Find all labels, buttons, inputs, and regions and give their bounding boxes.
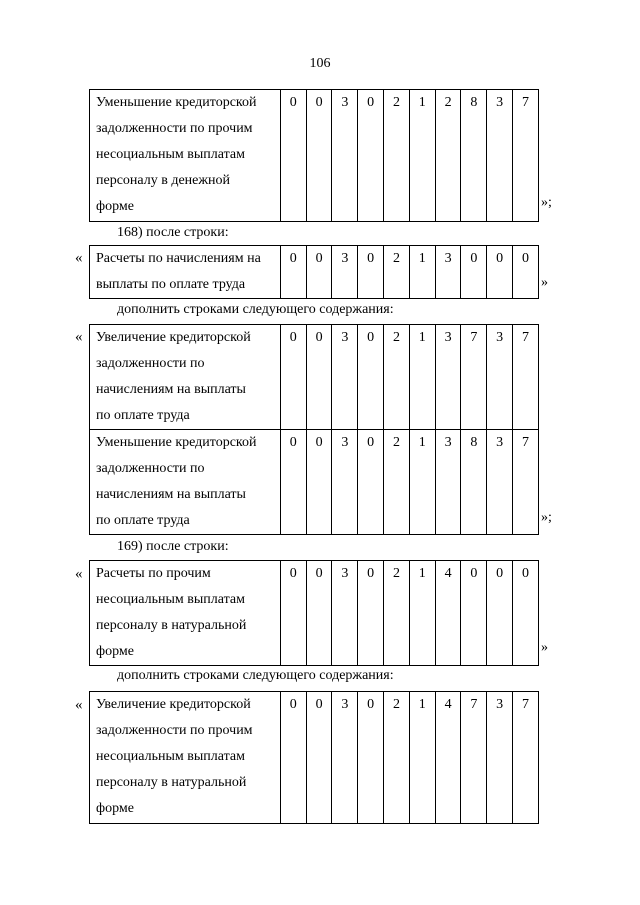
code-digit: 0: [306, 325, 332, 430]
row-name-line: персоналу в денежной: [96, 173, 231, 188]
code-digit: 0: [306, 561, 332, 666]
row-name: [90, 325, 281, 430]
code-digit: 1: [409, 246, 435, 299]
code-digit: 1: [409, 90, 435, 222]
row-name-line: форме: [96, 801, 134, 816]
code-digit: 0: [306, 246, 332, 299]
code-digit: 0: [280, 430, 306, 535]
row-name-line: задолженности по: [96, 356, 205, 371]
code-digit: 0: [358, 90, 384, 222]
code-digit: 0: [306, 692, 332, 824]
section-intro: дополнить строками следующего содержания:: [117, 668, 394, 683]
table-row: [90, 246, 539, 299]
code-table-5: [89, 691, 539, 824]
closing-quote: »: [541, 640, 548, 655]
opening-quote: «: [75, 566, 83, 582]
row-name-line: выплаты по оплате труда: [96, 277, 246, 292]
code-digit: 1: [409, 692, 435, 824]
table-row: [90, 90, 539, 222]
code-digit: 3: [487, 692, 513, 824]
code-digit: 0: [280, 325, 306, 430]
code-digit: 7: [513, 692, 539, 824]
row-name-line: персоналу в натуральной: [96, 775, 247, 790]
code-digit: 0: [358, 325, 384, 430]
row-name: [90, 430, 281, 535]
code-digit: 0: [358, 561, 384, 666]
code-digit: 3: [332, 430, 358, 535]
opening-quote: «: [75, 697, 83, 713]
table-row: [90, 692, 539, 824]
code-digit: 2: [384, 561, 410, 666]
code-digit: 3: [435, 430, 461, 535]
code-digit: 0: [280, 90, 306, 222]
code-digit: 0: [487, 561, 513, 666]
code-digit: 1: [409, 561, 435, 666]
code-digit: 3: [332, 90, 358, 222]
code-digit: 2: [435, 90, 461, 222]
row-name-line: Уменьшение кредиторской: [96, 435, 257, 450]
code-digit: 3: [487, 325, 513, 430]
row-name-line: задолженности по прочим: [96, 723, 253, 738]
code-digit: 3: [487, 90, 513, 222]
code-digit: 2: [384, 90, 410, 222]
code-digit: 7: [461, 692, 487, 824]
code-digit: 0: [487, 246, 513, 299]
code-digit: 0: [461, 561, 487, 666]
code-digit: 0: [513, 246, 539, 299]
code-digit: 1: [409, 325, 435, 430]
code-table-4: [89, 560, 539, 666]
row-name: [90, 90, 281, 222]
section-intro: 169) после строки:: [117, 539, 229, 554]
closing-quote: »;: [541, 510, 552, 525]
row-name-line: по оплате труда: [96, 408, 190, 423]
row-name-line: несоциальным выплатам: [96, 147, 245, 162]
code-digit: 0: [280, 246, 306, 299]
code-digit: 2: [384, 325, 410, 430]
code-table-1: [89, 89, 539, 222]
row-name-line: форме: [96, 644, 134, 659]
code-digit: 7: [513, 325, 539, 430]
table-row: [90, 325, 539, 430]
code-table-3: [89, 324, 539, 535]
code-digit: 3: [487, 430, 513, 535]
code-digit: 0: [280, 561, 306, 666]
code-digit: 0: [513, 561, 539, 666]
code-digit: 2: [384, 692, 410, 824]
opening-quote: «: [75, 250, 83, 266]
code-digit: 8: [461, 430, 487, 535]
code-digit: 2: [384, 246, 410, 299]
row-name-line: начислениям на выплаты: [96, 487, 246, 502]
code-digit: 1: [409, 430, 435, 535]
row-name-line: задолженности по прочим: [96, 121, 253, 136]
code-digit: 3: [435, 325, 461, 430]
page-number: 106: [309, 56, 331, 71]
row-name-line: Расчеты по прочим: [96, 566, 211, 581]
row-name-line: несоциальным выплатам: [96, 749, 245, 764]
code-digit: 0: [358, 430, 384, 535]
row-name-line: несоциальным выплатам: [96, 592, 245, 607]
table-row: [90, 430, 539, 535]
code-digit: 3: [332, 246, 358, 299]
code-digit: 0: [306, 90, 332, 222]
row-name: [90, 246, 281, 299]
code-digit: 3: [332, 561, 358, 666]
row-name-line: Увеличение кредиторской: [96, 330, 251, 345]
code-digit: 0: [358, 692, 384, 824]
code-digit: 3: [332, 692, 358, 824]
row-name: [90, 692, 281, 824]
row-name-line: Расчеты по начислениям на: [96, 251, 261, 266]
row-name-line: Уменьшение кредиторской: [96, 95, 257, 110]
code-digit: 3: [332, 325, 358, 430]
code-digit: 4: [435, 561, 461, 666]
row-name-line: по оплате труда: [96, 513, 190, 528]
row-name-line: начислениям на выплаты: [96, 382, 246, 397]
opening-quote: «: [75, 329, 83, 345]
section-intro: дополнить строками следующего содержания:: [117, 302, 394, 317]
code-digit: 4: [435, 692, 461, 824]
code-digit: 3: [435, 246, 461, 299]
code-digit: 0: [280, 692, 306, 824]
closing-quote: »;: [541, 195, 552, 210]
code-digit: 7: [513, 430, 539, 535]
closing-quote: »: [541, 275, 548, 290]
code-digit: 0: [358, 246, 384, 299]
code-digit: 8: [461, 90, 487, 222]
table-row: [90, 561, 539, 666]
code-table-2: [89, 245, 539, 299]
code-digit: 7: [461, 325, 487, 430]
row-name-line: Увеличение кредиторской: [96, 697, 251, 712]
code-digit: 0: [461, 246, 487, 299]
row-name-line: персоналу в натуральной: [96, 618, 247, 633]
row-name-line: задолженности по: [96, 461, 205, 476]
code-digit: 0: [306, 430, 332, 535]
section-intro: 168) после строки:: [117, 225, 229, 240]
row-name: [90, 561, 281, 666]
code-digit: 7: [513, 90, 539, 222]
row-name-line: форме: [96, 199, 134, 214]
code-digit: 2: [384, 430, 410, 535]
